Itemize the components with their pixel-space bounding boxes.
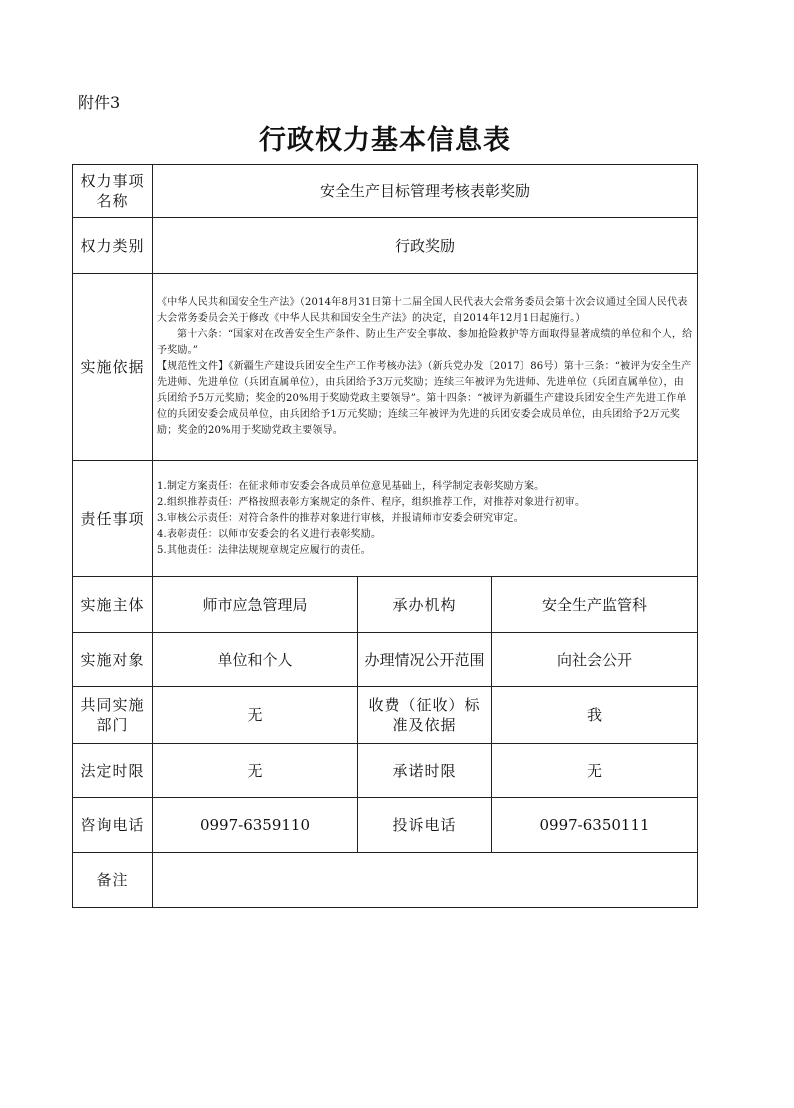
- consult-phone: 0997-6359110: [153, 798, 358, 853]
- row-duties: [73, 461, 698, 577]
- row-object: [73, 633, 698, 687]
- row-basis: [73, 274, 698, 461]
- grid-label: 承诺时限: [358, 744, 492, 798]
- grid-label: 实施对象: [73, 633, 153, 687]
- grid-value: 安全生产监管科: [492, 577, 698, 633]
- grid-value: 单位和个人: [153, 633, 358, 687]
- basis-paragraph: 【规范性文件】《新疆生产建设兵团安全生产工作考核办法》（新兵党办发〔2017〕86号）第十三条：“被评为安全生产先进师、先进单位（兵团直属单位），由兵团给予3万元奖励；连续三年被评为先进师、先进单位（兵团直属单位），由兵团给予5万元奖励；奖金的20%用于奖励党政主要领导”。第十四条：“被评为新疆生产建设兵团安全生产先进工作单位的兵团安委会成员单位，由兵团给予1万元奖励；连续三年被评为先进的兵团安委会成员单位，由兵团给予2万元奖励；奖金的20%用于奖励党政主要领导。: [157, 361, 692, 436]
- page-title: 行政权力基本信息表: [259, 125, 511, 156]
- remarks-label: 备注: [73, 853, 153, 908]
- duty-item: 1.制定方案责任：在征求师市安委会各成员单位意见基础上，科学制定表彰奖励方案。: [157, 480, 545, 492]
- grid-label: 法定时限: [73, 744, 153, 798]
- attachment-label: 附件3: [78, 93, 121, 112]
- basis-content: [153, 274, 698, 461]
- duty-item: 4.表彰责任：以师市安委会的名义进行表彰奖励。: [157, 528, 382, 540]
- duty-item: 2.组织推荐责任：严格按照表彰方案规定的条件、程序，组织推荐工作，对推荐对象进行初审。: [157, 496, 586, 508]
- grid-label: 办理情况公开范围: [358, 633, 492, 687]
- duty-item: 5.其他责任：法律法规规章规定应履行的责任。: [157, 544, 371, 556]
- row-power-name: [73, 165, 698, 218]
- grid-value: 向社会公开: [492, 633, 698, 687]
- row-remarks: [73, 853, 698, 908]
- basis-paragraph: 第十六条：“国家对在改善安全生产条件、防止生产安全事故、参加抢险救护等方面取得显著成绩的单位和个人，给予奖励。”: [157, 329, 693, 356]
- grid-value: 无: [153, 687, 358, 744]
- info-table: [72, 164, 698, 908]
- row-phone: [73, 798, 698, 853]
- grid-label: 咨询电话: [73, 798, 153, 853]
- grid-value: 我: [492, 687, 698, 744]
- grid-value: 无: [492, 744, 698, 798]
- power-category-value: 行政奖励: [153, 218, 698, 274]
- duties-label: 责任事项: [73, 461, 153, 577]
- remarks-value: [153, 853, 698, 908]
- grid-label: 承办机构: [358, 577, 492, 633]
- duties-content: [153, 461, 698, 577]
- power-name-value: 安全生产目标管理考核表彰奖励: [153, 165, 698, 218]
- grid-label: 投诉电话: [358, 798, 492, 853]
- grid-value: 师市应急管理局: [153, 577, 358, 633]
- power-category-label: 权力类别: [73, 218, 153, 274]
- grid-label: 实施主体: [73, 577, 153, 633]
- duty-item: 3.审核公示责任：对符合条件的推荐对象进行审核，并报请师市安委会研究审定。: [157, 512, 524, 524]
- row-power-category: [73, 218, 698, 274]
- grid-label: 收费（征收）标准及依据: [358, 687, 492, 744]
- grid-value: 无: [153, 744, 358, 798]
- basis-paragraph: 《中华人民共和国安全生产法》（2014年8月31日第十二届全国人民代表大会常务委员会第十次会议通过全国人民代表大会常务委员会关于修改《中华人民共和国安全生产法》的决定，自2014年12月1日起施行。）: [157, 297, 688, 324]
- row-joint-dept: [73, 687, 698, 744]
- row-subject: [73, 577, 698, 633]
- row-time-limit: [73, 744, 698, 798]
- basis-label: 实施依据: [73, 274, 153, 461]
- power-name-label: 权力事项名称: [73, 165, 153, 218]
- complaint-phone: 0997-6350111: [492, 798, 698, 853]
- grid-label: 共同实施部门: [73, 687, 153, 744]
